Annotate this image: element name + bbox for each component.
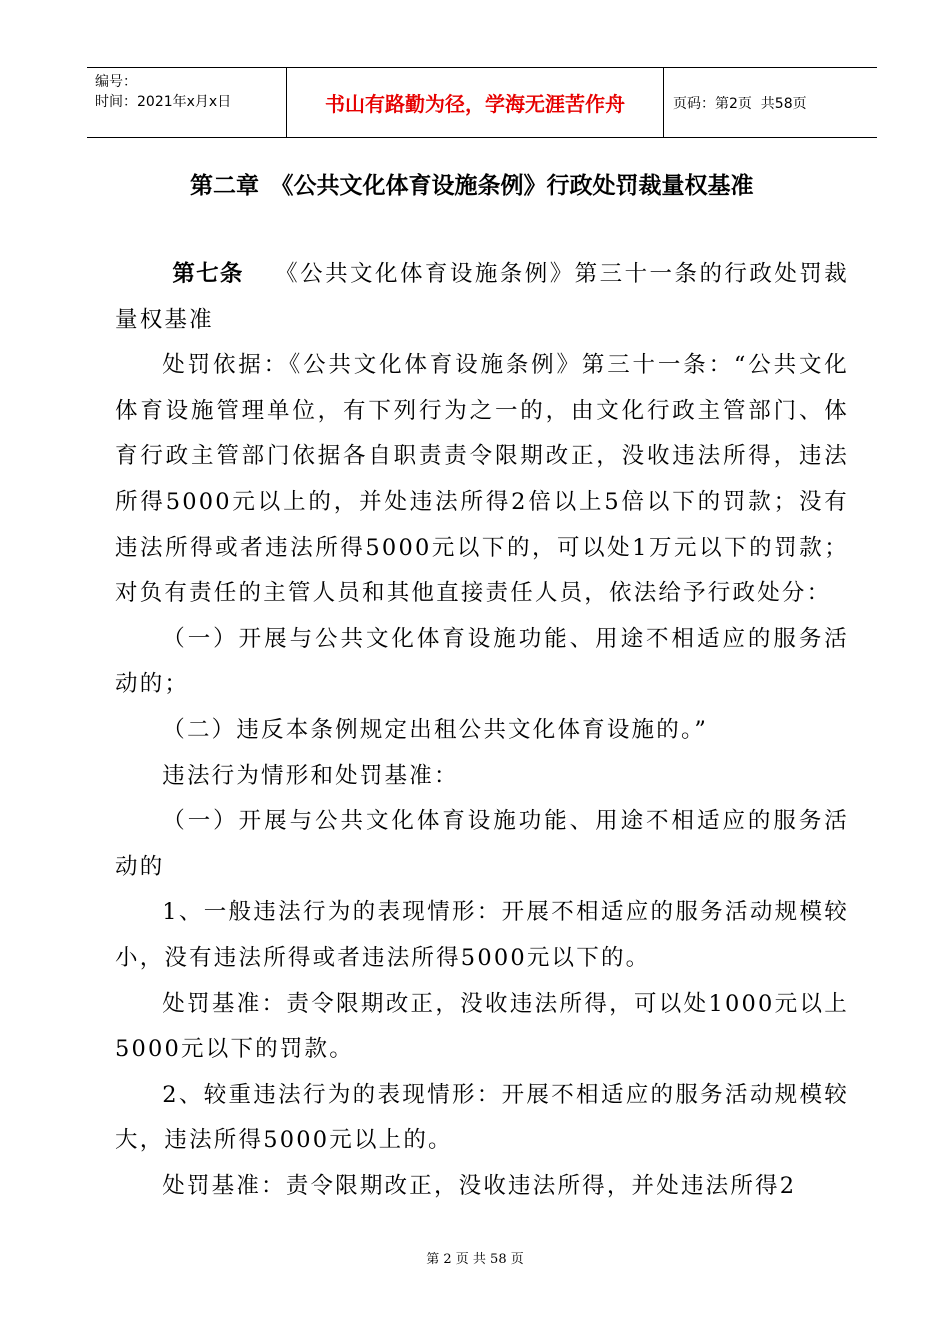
document-number-label: 编号： [95, 74, 137, 90]
paragraph-penalty-basis: 处罚依据：《公共文化体育设施条例》第三十一条：“公共文化体育设施管理单位，有下列行为之一的，由文化行政主管部门、体育行政主管部门依据各自职责责令限期改正，没收违法所得，违法所得5000元以上的，并处违法所得2倍以上5倍以下的罚款；没有违法所得或者违法所得5000元以下的，可以处1万元以下的罚款；对负有责任的主管人员和其他直接责任人员，依法给予行政处分： [115, 352, 849, 607]
paragraph-situations-heading: 违法行为情形和处罚基准： [162, 762, 459, 789]
document-time-label: 时间：2021年x月x日 [95, 94, 232, 110]
article-text: 《公共文化体育设施条例》第三十一条的行政处罚裁量权基准 [115, 261, 849, 333]
header-meta [87, 68, 287, 137]
paragraph-serious-violation: 2、较重违法行为的表现情形：开展不相适应的服务活动规模较大，违法所得5000元以上的。 [115, 1081, 849, 1154]
article-label: 第七条 [172, 261, 244, 287]
paragraph-situation-1: （一）开展与公共文化体育设施功能、用途不相适应的服务活动的 [115, 808, 849, 880]
paragraph-item-1: （一）开展与公共文化体育设施功能、用途不相适应的服务活动的； [115, 625, 849, 698]
article-heading [115, 252, 849, 343]
paragraph-item-2: （二）违反本条例规定出租公共文化体育设施的。” [162, 716, 709, 743]
page-header [87, 67, 877, 138]
paragraph-general-penalty: 处罚基准：责令限期改正，没收违法所得，可以处1000元以上5000元以下的罚款。 [115, 990, 849, 1063]
header-motto: 书山有路勤为径，学海无涯苦作舟 [287, 68, 664, 137]
page-info-text: 页码：第2页 共58页 [673, 95, 807, 112]
header-page-info [663, 68, 877, 137]
paragraph-general-violation: 1、一般违法行为的表现情形：开展不相适应的服务活动规模较小，没有违法所得或者违法所得5000元以下的。 [115, 899, 849, 971]
document-body [115, 252, 849, 1209]
chapter-title: 第二章 《公共文化体育设施条例》行政处罚裁量权基准 [190, 173, 754, 199]
paragraph-serious-penalty: 处罚基准：责令限期改正，没收违法所得，并处违法所得2 [162, 1172, 797, 1199]
page-footer: 第 2 页 共 58 页 [426, 1252, 524, 1267]
